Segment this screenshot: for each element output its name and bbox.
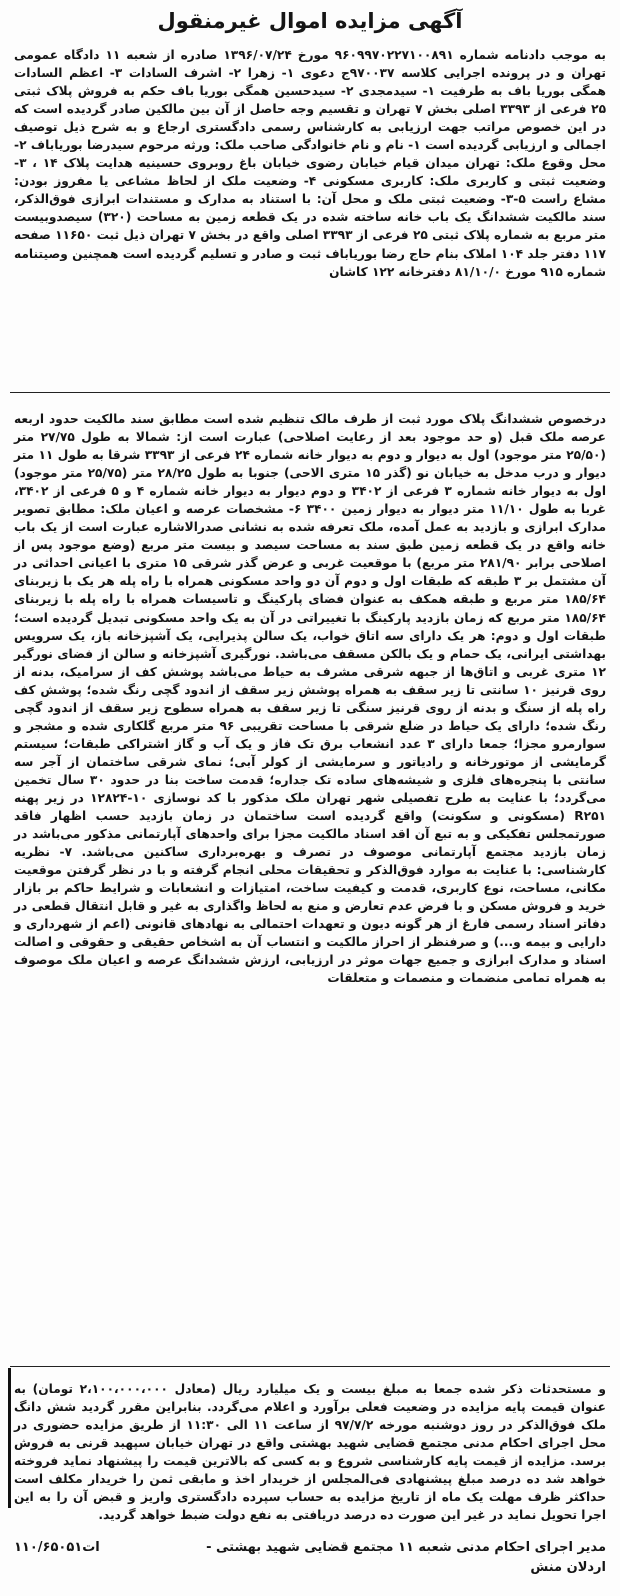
notice-title: آگهی مزایده اموال غیرمنقول (157, 9, 463, 33)
notice-section-1 (14, 46, 606, 281)
signature: مدیر اجرای احکام مدنی شعبه ۱۱ مجتمع قضایی شهید بهشتی - اردلان منش (206, 1540, 606, 1575)
section-3-text: و مستحدثات ذکر شده جمعا به مبلغ بیست و یک میلیارد ریال (معادل ۲،۱۰۰،۰۰۰،۰۰۰ تومان) به عنوان قیمت پایه مزایده در وضعیت فعلی برآورد و اعلام می‌گردد. بنابراین مقرر گردید شش دانگ ملک فوق‌الذکر در روز دوشنبه مورخه ۹۷/۷/۲ از ساعت ۱۱ الی ۱۱:۳۰ از طریق مزایده حضوری در محل اجرای احکام مدنی مجتمع قضایی شهید بهشتی واقع در تهران خیابان سپهبد قرنی به فروش برسد. مزایده از قیمت پایه کارشناسی شروع و به کسی که بالاترین قیمت را پیشنهاد نماید فروخته خواهد شد ده درصد مبلغ پیشنهادی فی‌المجلس از خریدار اخذ و مابقی ثمن را خریدار مکلف است حداکثر ظرف مهلت یک ماه از تاریخ مزایده به حساب سپرده دادگستری واریز و قبض آن را به این اجرا تحویل نماید در غیر این صورت ده درصد دریافتی به نفع دولت ضبط خواهد گردید. (14, 1382, 606, 1523)
notice-section-3 (14, 1380, 606, 1524)
column-border (8, 1368, 11, 1508)
notice-section-2 (14, 410, 606, 988)
section-divider (10, 392, 610, 393)
notice-footer (14, 1538, 606, 1578)
notice-code: ۱۱۰/۶۵۰۵۱ات (14, 1540, 100, 1555)
section-2-text: درخصوص ششدانگ پلاک مورد ثبت از طرف مالک تنظیم شده است مطابق سند مالکیت حدود اربعه عرصه ملک قبل (و حد موجود بعد از رعایت اصلاحی) عبارت است از: شمالا به طول ۲۷/۷۵ متر (۲۵/۵۰ متر موجود) اول به دیوار و دوم به دیوار خانه شماره ۲۴ فرعی از ۳۳۹۳ شرقا به طول ۱۱ متر دیوار و درب مدخل به خیابان نو (گذر ۱۵ متری الاحی) جنوبا به طول ۲۸/۲۵ متر (۲۵/۷۵ متر موجود) اول به دیوار خانه شماره ۳ فرعی از ۳۴۰۲ و دوم دیوار به دیوار خانه شماره ۴ و ۵ فرعی از ۳۴۰۲، غربا به طول ۱۱/۱۰ متر دیوار به دیوار زمین ۳۴۰۰ ۶- مشخصات عرصه و اعیان ملک: مطابق تصویر مدارک ابرازی و بازدید به عمل آمده، ملک تعرفه شده به نشانی صدرالاشاره عبارت است از یک باب خانه واقع در یک قطعه زمین طبق سند به مساحت سیصد و بیست متر مربع (وضع موجود پس از اصلاحی برابر ۲۸۱/۹۰ متر مربع) با موقعیت غربی و عرض گذر شرقی ۱۵ متری با اعیانی احداثی در آن مشتمل بر ۳ طبقه که طبقات اول و دوم آن دو واحد مسکونی همراه با راه پله هر یک با زیربنای ۱۸۵/۶۴ متر مربع و طبقه همکف به عنوان فضای پارکینگ و تاسیسات همراه با راه پله با زیربنای ۱۸۵/۶۴ متر مربع که زمان بازدید پارکینگ با تغییراتی در آن به یک واحد مسکونی تبدیل گردیده است؛ طبقات اول و دوم: هر یک دارای سه اتاق خواب، یک سالن پذیرایی، یک آشپزخانه باز، یک سرویس بهداشتی ایرانی، یک حمام و یک بالکن مسقف می‌باشد. نورگیری آشپزخانه و سالن از فضای نورگیر ۱۲ متری غربی و اتاق‌ها از جبهه شرقی مشرف به حیاط می‌باشد پوشش کف از سرامیک، بدنه از روی قرنیز ۱۰ سانتی تا زیر سقف به همراه پوشش زیر سقف از اندود گچی رنگ شده؛ پوشش کف راه پله از سنگ و بدنه از روی قرنیز سنگی تا زیر سقف به همراه سطوح زیر سقف از اندود گچی رنگ شده؛ دارای یک حیاط در ضلع شرقی با مساحت تقریبی ۹۶ متر مربع گلکاری شده و مشجر و سوارمرو مجزا؛ جمعا دارای ۳ عدد انشعاب برق تک فاز و یک آب و گاز اشتراکی طبقات؛ سیستم گرمایشی از موتورخانه و رادیاتور و سرمایشی از کولر آبی؛ نمای شرقی ساختمان از آجر سه سانتی با پنجره‌های فلزی و شیشه‌های ساده تک جداره؛ قدمت ساخت بنا در حدود ۳۰ سال تخمین می‌گردد؛ با عنایت به طرح تفصیلی شهر تهران ملک مذکور با کد نوسازی ۱۰-۱۲۸۲۴ در زیر پهنه R۲۵۱ (مسکونی و سکونت) واقع گردیده است ساختمان در زمان بازدید حسب اظهار فاقد صورتمجلس تفکیکی و به تبع آن اقد اسناد مالکیت مجزا برای واحدهای آپارتمانی مذکور می‌باشد در زمان بازدید مجتمع آپارتمانی موصوف در تصرف و بهره‌برداری ساکنین می‌باشد. ۷- نظریه کارشناسی: با عنایت به موارد فوق‌الذکر و تحقیقات محلی انجام گرفته و با در نظر گرفتن موقعیت مکانی، مساحت، نوع کاربری، قدمت و کیفیت ساخت، امتیازات و انشعابات و شرایط حاکم بر بازار خرید و فروش مسکن و با فرض عدم تعارض و منع به لحاظ واگذاری به غیر و قابل انتقال قطعی در دفاتر اسناد رسمی فارغ از هر گونه دیون و تعهدات احتمالی به نهادهای قانونی (اعم از شهرداری و دارایی و بیمه و...) و صرفنظر از احراز مالکیت و انتساب آن به اشخاص حقیقی و حقوقی و اصالت اسناد و مدارک ابرازی و جمیع جهات موثر در ارزیابی، ارزش ششدانگ عرصه و اعیان ملک موصوف به همراه تمامی منضمات و منصمات و متعلقات (14, 412, 607, 986)
section-1-text: به موجب دادنامه شماره ۹۶۰۹۹۷۰۲۲۷۱۰۰۸۹۱ مورخ ۱۳۹۶/۰۷/۲۴ صادره از شعبه ۱۱ دادگاه عمومی تهران و در پرونده اجرایی کلاسه ۹۷۰۰۳۷ج دعوی ۱- زهرا ۲- اشرف السادات ۳- اعظم السادات همگی بوریا باف به طرفیت ۱- سیدمجدی ۲- سیدحسین همگی بوریا باف حکم به فروش پلاک ثبتی ۲۵ فرعی از ۳۳۹۳ اصلی بخش ۷ تهران و تقسیم وجه حاصل از آن بین مالکین صادر گردیده است که در این خصوص مراتب جهت ارزیابی به کارشناس رسمی دادگستری ارجاع و به شرح ذیل توصیف اجمالی و ارزیابی گردیده است ۱- نام و نام خانوادگی صاحب ملک: ورثه مرحوم سیدرضا بوریاباف ۲- محل وقوع ملک: تهران میدان قیام خیابان رضوی خیابان باغ روبروی حسینیه هدایت پلاک ۱۴ ، ۳- وضعیت ثبتی و کاربری ملک: کاربری مسکونی ۴- وضعیت ملک از لحاظ مشاعی یا مفروز بودن: مشاع راست ۵-۳- وضعیت ثبتی ملک و محل آن: با استناد به مدارک و مستندات ابرازی فوق‌الذکر، سند مالکیت ششدانگ یک باب خانه ساخته شده در یک قطعه زمین به مساحت (۳۲۰) سیصدوبیست متر مربع به شماره پلاک ثبتی ۲۵ فرعی از ۳۳۹۳ اصلی واقع در بخش ۷ تهران ذیل ثبت ۱۱۶۵۰ صفحه ۱۱۷ دفتر جلد ۱۰۴ املاک بنام حاج رضا بوریاباف ثبت و صادر و تسلیم گردیده است همچنین وصیتنامه شماره ۹۱۵ مورخ ۸۱/۱۰/۰ دفترخانه ۱۲۲ کاشان (14, 48, 607, 279)
section-divider (10, 1366, 610, 1367)
